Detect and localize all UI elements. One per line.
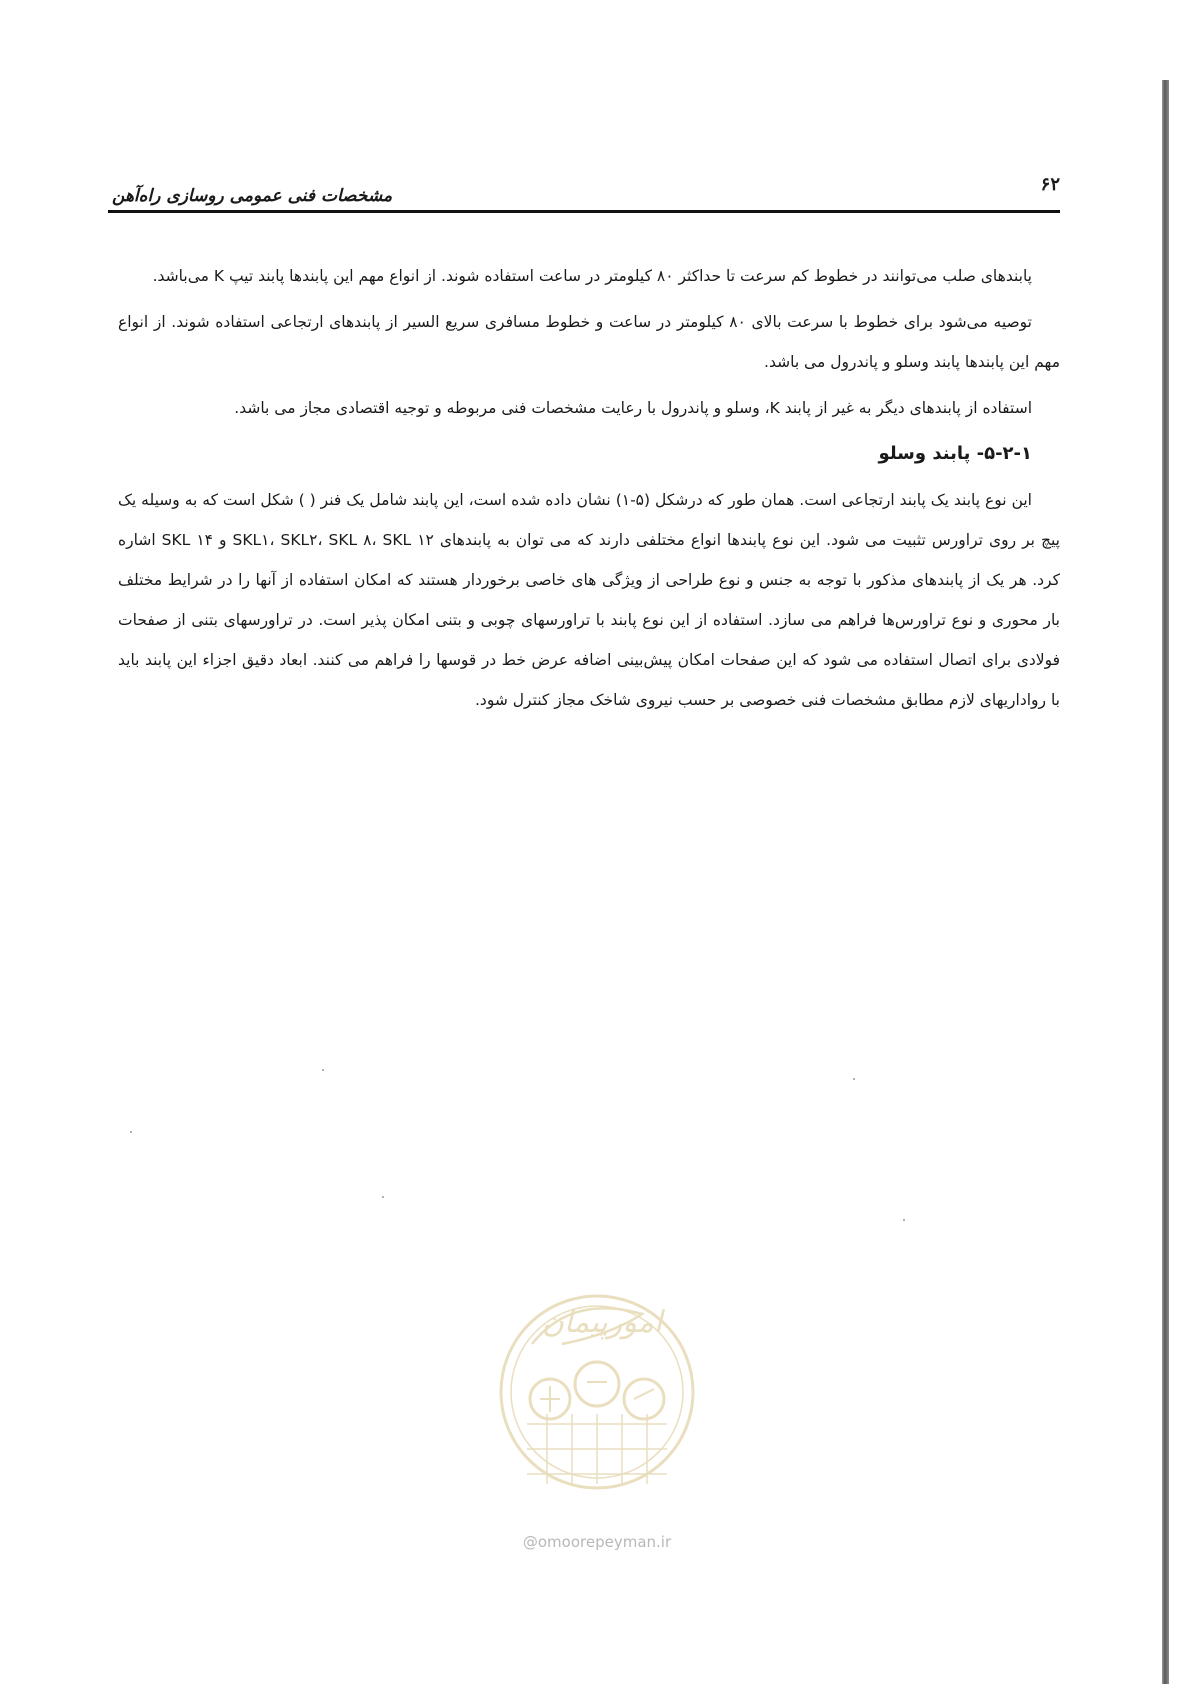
paragraph-other-fastenings: استفاده از پابندهای دیگر به غیر از پابند K، وسلو و پاندرول با رعایت مشخصات فنی مربوطه و توجیه اقتصادی مجاز می باشد. xyxy=(234,399,1032,417)
speck xyxy=(903,1219,905,1221)
paragraph-rigid-fastenings: پابندهای صلب می‌توانند در خطوط کم سرعت تا حداکثر ۸۰ کیلومتر در ساعت استفاده شوند. از انواع مهم این پابندها پابند تیپ K می‌باشد. xyxy=(152,267,1032,285)
paragraph-elastic-fastenings: توصیه می‌شود برای خطوط با سرعت بالای ۸۰ کیلومتر در ساعت و خطوط مسافری سریع السیر از پابندهای ارتجاعی استفاده شوند. از انواع مهم این پابندها پابند وسلو و پاندرول می باشد. xyxy=(118,313,1060,371)
stamp-wordmark: امورپیمان xyxy=(541,1305,663,1340)
header-title: مشخصات فنی عمومی روسازی راه‌آهن xyxy=(112,186,393,206)
watermark-stamp xyxy=(492,1274,702,1526)
running-header xyxy=(108,172,1060,212)
section-body: این نوع پابند یک پابند ارتجاعی است. همان طور که درشکل (۵-۱) نشان داده شده است، این پابند شامل یک فنر ( ) شکل است که به وسیله یک پیچ بر روی تراورس تثبیت می شود. این نوع پابندها انواع مختلفی دارند که می توان به پابندهای SKL۱، SKL۲، SKL ۸، SKL ۱۲ و SKL ۱۴ اشاره کرد. هر یک از پابندهای مذکور با توجه به جنس و نوع طراحی از ویژگی های خاصی برخوردار هستند که امکان استفاده از آنها را در شرایط مختلف بار محوری و نوع تراورس‌ها فراهم می سازد. استفاده از این نوع پابند با تراورسهای چوبی و بتنی امکان پذیر است. در تراورسهای بتنی از صفحات فولادی برای اتصال استفاده می شود که این صفحات امکان پیش‌بینی اضافه عرض خط در قوسها را فراهم می کنند. ابعاد دقیق اجزاء این پابند باید با رواداریهای لازم مطابق مشخصات فنی خصوصی بر حسب نیروی شاخک مجاز کنترل شود. xyxy=(118,491,1060,709)
section-heading: ۵-۲-۱- پابند وسلو xyxy=(878,443,1032,464)
speck xyxy=(322,1069,324,1071)
speck xyxy=(382,1196,384,1198)
header-rule xyxy=(108,210,1060,213)
page-edge-shadow xyxy=(1162,80,1169,1684)
page-number: ۶۲ xyxy=(1040,174,1060,195)
watermark-url: @omoorepeyman.ir xyxy=(522,1533,672,1551)
page-body xyxy=(118,256,1060,726)
speck xyxy=(853,1078,855,1080)
speck xyxy=(130,1131,132,1133)
